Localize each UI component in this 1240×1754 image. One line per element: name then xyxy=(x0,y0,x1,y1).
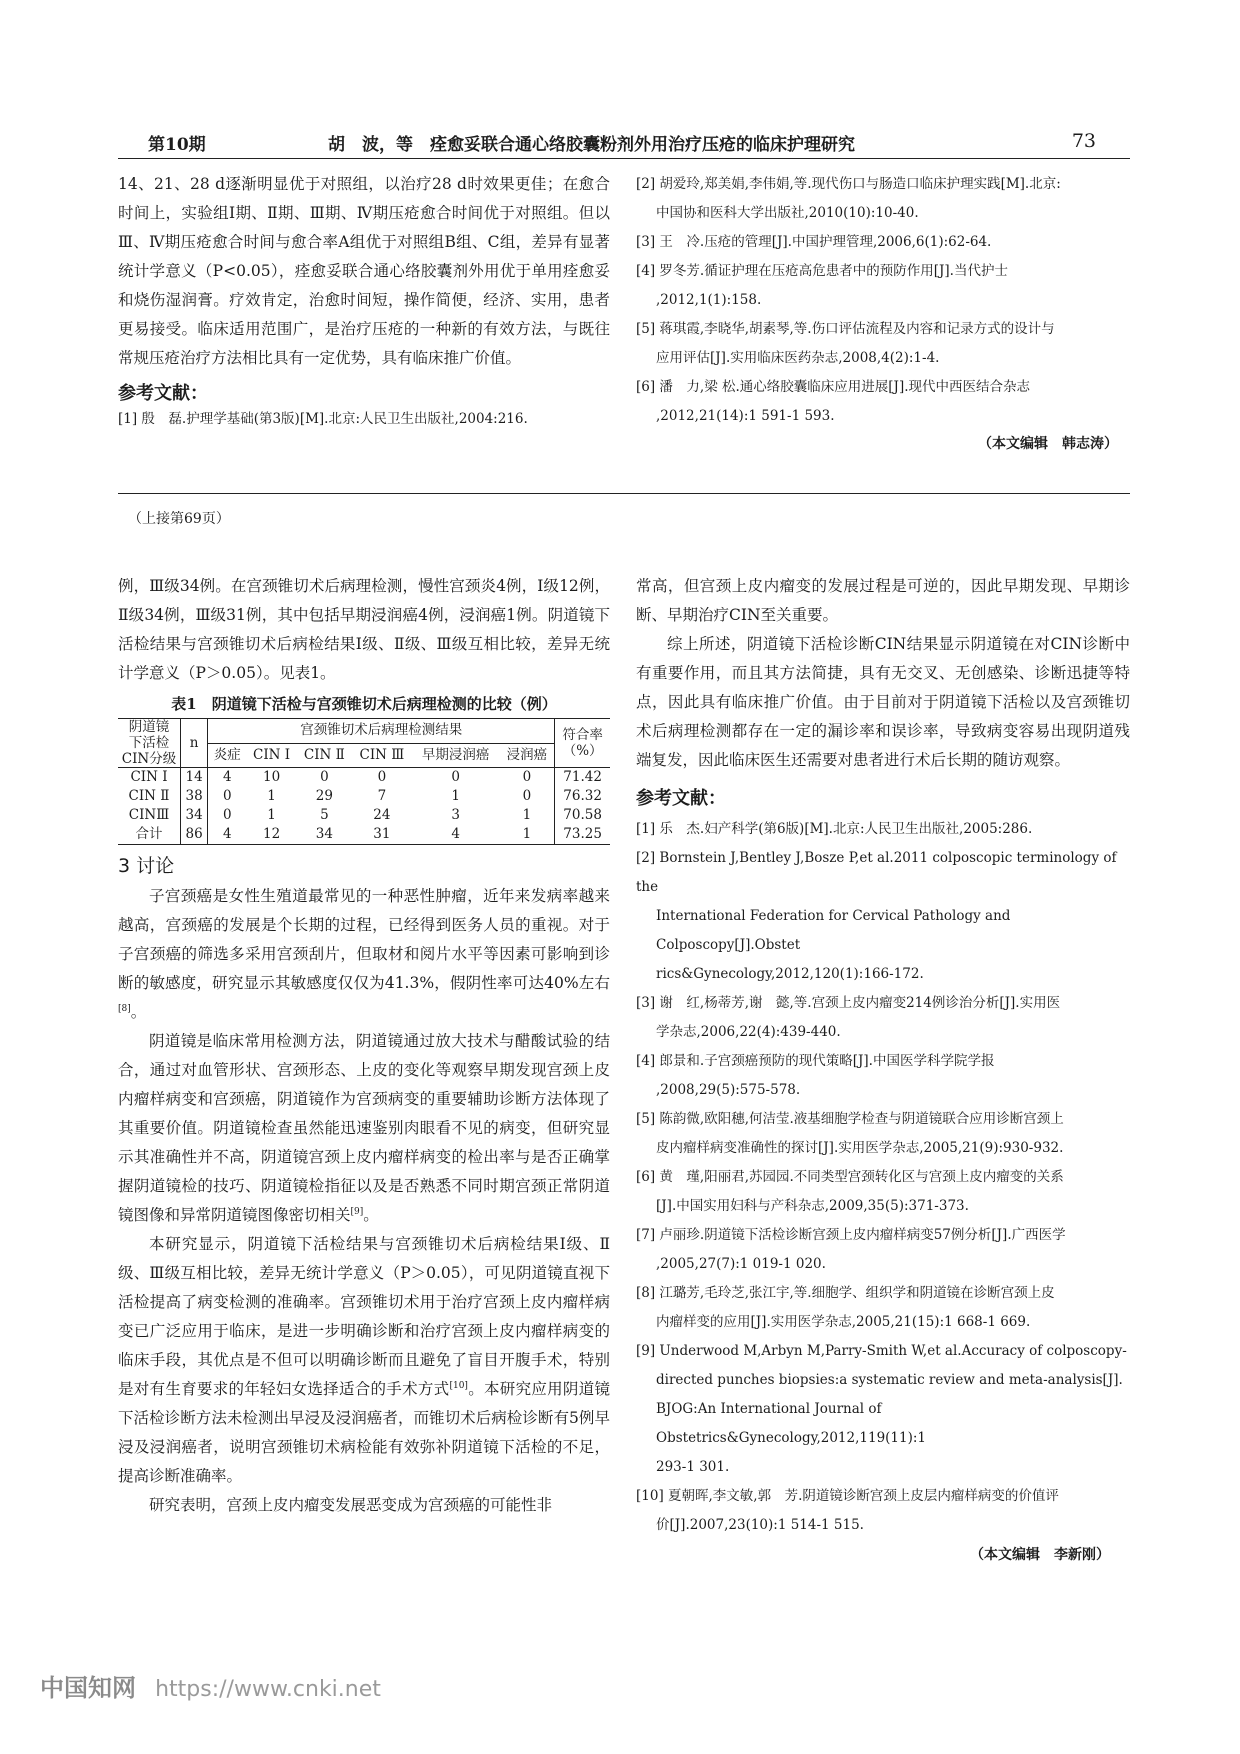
table-cell: 0 xyxy=(522,769,532,785)
editor-credit: （本文编辑 韩志涛） xyxy=(978,436,1118,452)
reference-item: [3] 王 冷.压疮的管理[J].中国护理管理,2006,6(1):62-64. xyxy=(636,234,992,250)
reference-item: [6] 潘 力,梁 松.通心络胶囊临床应用进展[J].现代中西医结合杂志 xyxy=(636,379,1031,395)
table-cell: 29 xyxy=(315,788,333,804)
table-subheader: CIN Ⅰ xyxy=(253,746,291,763)
row-label-cell: 合计 xyxy=(118,825,181,845)
table-cell: 0 xyxy=(451,769,460,785)
table-cell: 0 xyxy=(377,769,387,785)
section-divider xyxy=(118,493,1130,494)
table-cell: 1 xyxy=(267,788,276,804)
row-label-cell: CIN Ⅱ xyxy=(118,787,181,806)
reference-item: [1] 殷 磊.护理学基础(第3版)[M].北京:人民卫生出版社,2004:216. xyxy=(118,411,528,427)
rowhead-line: CIN分级 xyxy=(121,751,177,767)
results-paragraph: 例，Ⅲ级34例。在宫颈锥切术后病理检测，慢性宫颈炎4例，Ⅰ级12例，Ⅱ级34例，Ⅲ级31例，其中包括早期浸润癌4例，浸润癌1例。阴道镜下活检结果与宫颈锥切术后病检结果Ⅰ级、Ⅱ级、Ⅲ级互相比较，差异无统计学意义（P＞0.05）。见表1。 xyxy=(118,577,610,682)
table-cell: 76.32 xyxy=(555,787,610,806)
table-cell: 34 xyxy=(315,826,333,842)
comparison-table xyxy=(118,718,610,845)
reference-item: 价[J].2007,23(10):1 514-1 515. xyxy=(656,1517,864,1533)
table-cell: 4 xyxy=(222,826,232,842)
discussion-paragraph: 常高，但宫颈上皮内瘤变的发展过程是可逆的，因此早期发现、早期诊断、早期治疗CIN至关重要。 xyxy=(636,577,1130,624)
reference-item: 中国协和医科大学出版社,2010(10):10-40. xyxy=(656,205,919,221)
reference-item: 皮内瘤样病变准确性的探讨[J].实用医学杂志,2005,21(9):930-932. xyxy=(656,1140,1064,1156)
table-body xyxy=(118,768,610,845)
section-heading: 3 讨论 xyxy=(118,855,175,877)
rate-header-line: （%） xyxy=(562,743,603,759)
reference-item: 应用评估[J].实用临床医药杂志,2008,4(2):1-4. xyxy=(656,350,940,366)
table-cell: 24 xyxy=(373,807,391,823)
reference-list xyxy=(636,170,1132,431)
table-cell: 0 xyxy=(222,788,232,804)
table-cell: 4 xyxy=(222,769,232,785)
page-number: 73 xyxy=(1071,130,1096,152)
table-group-header: 宫颈锥切术后病理检测结果 xyxy=(208,719,555,744)
reference-item: International Federation for Cervical Pathology and Colposcopy[J].Obstet xyxy=(656,908,1011,953)
discussion-paragraph xyxy=(118,1230,610,1491)
footer-watermark xyxy=(40,1668,381,1703)
paragraph-text: 。本研究应用阴道镜下活检诊断方法未检测出早浸及浸润癌者，而锥切术后病检诊断有5例早浸及浸润癌者，说明宫颈锥切术病检能有效弥补阴道镜下活检的不足，提高诊断准确率。 xyxy=(118,1380,610,1485)
reference-item: 学杂志,2006,22(4):439-440. xyxy=(656,1024,841,1040)
cnki-logo: 中国知网 xyxy=(40,1674,136,1702)
table-cell: 1 xyxy=(522,826,532,842)
reference-item: [8] 江璐芳,毛玲芝,张江宇,等.细胞学、组织学和阴道镜在诊断宫颈上皮 xyxy=(636,1285,1055,1301)
reference-item: ,2008,29(5):575-578. xyxy=(656,1082,801,1098)
reference-item: [7] 卢丽珍.阴道镜下活检诊断宫颈上皮内瘤样病变57例分析[J].广西医学 xyxy=(636,1227,1066,1243)
rowhead-line: 阴道镜 xyxy=(128,719,170,735)
conclusion-paragraph: 综上所述，阴道镜下活检诊断CIN结果显示阴道镜在对CIN诊断中有重要作用，而且其方法简捷，具有无交叉、无创感染、诊断迅捷等特点，因此具有临床推广价值。由于目前对于阴道镜下活检以及宫颈锥切术后病理检测都存在一定的漏诊率和误诊率，导致病变容易出现阴道残端复发，因此临床医生还需要对患者进行术后长期的随访观察。 xyxy=(636,635,1130,769)
article-running-title: 胡 波，等 痊愈妥联合通心络胶囊粉剂外用治疗压疮的临床护理研究 xyxy=(328,135,855,155)
reference-item: [2] Bornstein J,Bentley J,Bosze P,et al.2011 colposcopic terminology of the xyxy=(636,850,1117,895)
table-rowhead xyxy=(118,719,181,768)
rowhead-line: 下活检 xyxy=(128,735,170,751)
table-row xyxy=(118,806,610,825)
reference-item: directed punches biopsies:a systematic review and meta-analysis[J]. xyxy=(656,1372,1123,1388)
table-cell: 1 xyxy=(451,788,460,804)
reference-item: ,2012,1(1):158. xyxy=(656,292,762,308)
right-column xyxy=(636,572,1130,1564)
table-row xyxy=(118,825,610,845)
reference-item: ,2005,27(7):1 019-1 020. xyxy=(656,1256,826,1272)
table-n-header: n xyxy=(181,719,208,768)
reference-list xyxy=(636,815,1130,1540)
table-cell: 38 xyxy=(181,787,208,806)
reference-item: [6] 黄 瑾,阳丽君,苏园园.不同类型宫颈转化区与宫颈上皮内瘤变的关系 xyxy=(636,1169,1064,1185)
table-cell: 1 xyxy=(522,807,532,823)
rate-header-line: 符合率 xyxy=(562,727,603,743)
table-subheader: 浸润癌 xyxy=(506,746,548,763)
table-subheader: CIN Ⅱ xyxy=(303,746,345,763)
paragraph-text: 阴道镜是临床常用检测方法，阴道镜通过放大技术与醋酸试验的结合，通过对血管形状、宫颈形态、上皮的变化等观察早期发现宫颈上皮内瘤样病变和宫颈癌，阴道镜作为宫颈病变的重要辅助诊断方法体现了其重要价值。阴道镜检查虽然能迅速鉴别肉眼看不见的病变，但研究显示其准确性并不高，阴道镜宫颈上皮内瘤样病变的检出率与是否正确掌握阴道镜检的技巧、阴道镜检指征以及是否熟悉不同时期宫颈正常阴道镜图像和异常阴道镜图像密切相关 xyxy=(118,1032,610,1224)
table-cell: 86 xyxy=(181,825,208,845)
table-cell: 10 xyxy=(262,769,281,785)
discussion-paragraph: 研究表明，宫颈上皮内瘤变发展恶变成为宫颈癌的可能性非 xyxy=(149,1496,553,1514)
table-cell: 14 xyxy=(181,768,208,788)
discussion-paragraph xyxy=(118,1027,610,1230)
reference-item: 293-1 301. xyxy=(656,1459,730,1475)
reference-item: [10] 夏朝晖,李文敏,郭 芳.阴道镜诊断宫颈上皮层内瘤样病变的价值评 xyxy=(636,1488,1059,1504)
discussion-paragraph xyxy=(118,882,610,1027)
reference-item: [4] 郎景和.子宫颈癌预防的现代策略[J].中国医学科学院学报 xyxy=(636,1053,995,1069)
table-cell: 31 xyxy=(373,826,391,842)
previous-article-conclusion xyxy=(118,170,610,434)
reference-item: [5] 陈韵微,欧阳穗,何洁莹.液基细胞学检查与阴道镜联合应用诊断宫颈上 xyxy=(636,1111,1064,1127)
conclusion-paragraph: 14、21、28 d逐渐明显优于对照组，以治疗28 d时效果更佳；在愈合时间上，实验组Ⅰ期、Ⅱ期、Ⅲ期、Ⅳ期压疮愈合时间优于对照组。但以Ⅲ、Ⅳ期压疮愈合时间与愈合率A组优于对照组B组、C组，差异有显著统计学意义（P<0.05），痊愈妥联合通心络胶囊剂外用优于单用痊愈妥和烧伤湿润膏。疗效肯定，治愈时间短，操作简便，经济、实用，患者更易接受。临床适用范围广，是治疗压疮的一种新的有效方法，与既往常规压疮治疗方法相比具有一定优势，具有临床推广价值。 xyxy=(118,175,610,367)
table-cell: 3 xyxy=(451,807,460,823)
reference-item: [J].中国实用妇科与产科杂志,2009,35(5):371-373. xyxy=(656,1198,969,1214)
references-heading: 参考文献： xyxy=(636,788,726,809)
citation-marker: [10] xyxy=(449,1380,468,1391)
table-cell: 0 xyxy=(320,769,329,785)
left-column xyxy=(118,572,610,1520)
table-caption: 表1 阴道镜下活检与宫颈锥切术后病理检测的比较（例） xyxy=(171,695,557,713)
reference-item: [2] 胡爱玲,郑美娟,李伟娟,等.现代伤口与肠造口临床护理实践[M].北京: xyxy=(636,176,1061,192)
row-label-cell: CIN Ⅰ xyxy=(118,768,181,788)
table-cell: 0 xyxy=(522,788,532,804)
reference-item: [9] Underwood M,Arbyn M,Parry-Smith W,et al.Accuracy of colposcopy- xyxy=(636,1343,1127,1359)
continued-from-note: （上接第69页） xyxy=(128,511,230,527)
table-cell: 73.25 xyxy=(555,825,610,845)
row-label-cell: CINⅢ xyxy=(118,806,181,825)
table-cell: 70.58 xyxy=(555,806,610,825)
reference-item: 内瘤样变的应用[J].实用医学杂志,2005,21(15):1 668-1 669. xyxy=(656,1314,1031,1330)
table-subheader: 炎症 xyxy=(213,746,241,763)
reference-item: [1] 乐 杰.妇产科学(第6版)[M].北京:人民卫生出版社,2005:286. xyxy=(636,821,1033,837)
reference-list xyxy=(118,405,610,434)
reference-item: [3] 谢 红,杨蒂芳,谢 懿,等.宫颈上皮内瘤变214例诊治分析[J].实用医 xyxy=(636,995,1061,1011)
header-rule xyxy=(118,158,1130,159)
editor-credit: （本文编辑 李新刚） xyxy=(970,1547,1110,1563)
paragraph-text: 。 xyxy=(363,1206,379,1224)
issue-number: 第10期 xyxy=(148,135,206,155)
table-row xyxy=(118,787,610,806)
reference-item: [4] 罗冬芳.循证护理在压疮高危患者中的预防作用[J].当代护士 xyxy=(636,263,1008,279)
table-cell: 5 xyxy=(320,807,329,823)
paragraph-text: 。 xyxy=(130,1003,147,1021)
table-cell: 7 xyxy=(377,788,387,804)
cnki-link[interactable]: https://www.cnki.net xyxy=(155,1677,381,1702)
paragraph-text: 本研究显示，阴道镜下活检结果与宫颈锥切术后病检结果Ⅰ级、Ⅱ级、Ⅲ级互相比较，差异无统计学意义（P＞0.05），可见阴道镜直视下活检提高了病变检测的准确率。宫颈锥切术用于治疗宫颈上皮内瘤样病变已广泛应用于临床，是进一步明确诊断和治疗宫颈上皮内瘤样病变的临床手段，其优点是不但可以明确诊断而且避免了盲目开腹手术，特别是对有生育要求的年轻妇女选择适合的手术方式 xyxy=(118,1235,610,1398)
table-cell: 1 xyxy=(267,807,276,823)
reference-item: [5] 蒋琪霞,李晓华,胡素琴,等.伤口评估流程及内容和记录方式的设计与 xyxy=(636,321,1055,337)
reference-item: rics&Gynecology,2012,120(1):166-172. xyxy=(656,966,924,982)
citation-marker: [8] xyxy=(118,1003,131,1014)
table-row xyxy=(118,768,610,788)
table-subheader: CIN Ⅲ xyxy=(359,746,405,763)
reference-item: BJOG:An International Journal of Obstetrics&Gynecology,2012,119(11):1 xyxy=(656,1401,927,1446)
table-cell: 0 xyxy=(222,807,232,823)
running-header xyxy=(148,130,1106,154)
table-subheader: 早期浸润癌 xyxy=(421,746,490,763)
table-cell: 71.42 xyxy=(555,768,610,788)
references-heading: 参考文献： xyxy=(118,383,208,404)
citation-marker: [9] xyxy=(350,1206,364,1217)
table-cell: 4 xyxy=(451,826,460,842)
previous-article-references xyxy=(636,170,1132,453)
paragraph-text: 子宫颈癌是女性生殖道最常见的一种恶性肿瘤，近年来发病率越来越高，宫颈癌的发展是个长期的过程，已经得到医务人员的重视。对于子宫颈癌的筛选多采用宫颈刮片，但取材和阅片水平等因素可影响到诊断的敏感度，研究显示其敏感度仅仅为41.3%，假阴性率可达40%左右 xyxy=(118,887,610,992)
table-cell: 34 xyxy=(181,806,208,825)
table-cell: 12 xyxy=(262,826,281,842)
reference-item: ,2012,21(14):1 591-1 593. xyxy=(656,408,835,424)
table-rate-header xyxy=(555,719,610,768)
